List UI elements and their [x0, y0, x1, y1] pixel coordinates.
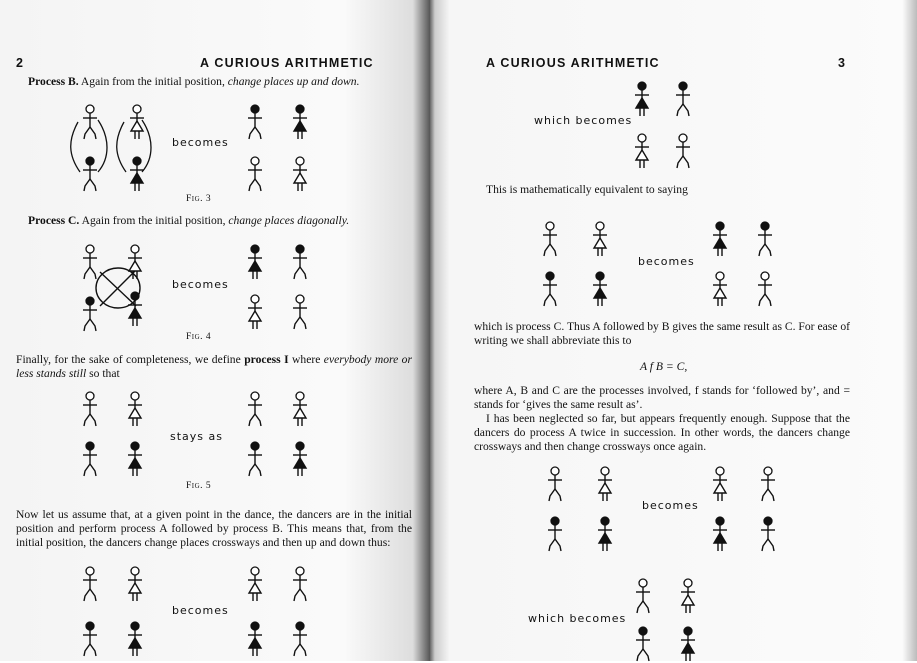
- woman-figure-icon: [593, 465, 617, 503]
- man-figure-icon: [671, 80, 695, 118]
- man-figure-icon: [243, 390, 267, 428]
- woman-figure-icon: [123, 243, 147, 281]
- man-figure-icon: [288, 243, 312, 281]
- man-figure-icon: [78, 155, 102, 193]
- woman-figure-icon: [588, 220, 612, 258]
- man-figure-icon: [543, 515, 567, 553]
- fig-a-word: becomes: [638, 255, 695, 268]
- top-word: which becomes: [534, 114, 633, 127]
- formula: A f B = C,: [640, 360, 688, 373]
- process-b-text: Process B. Again from the initial position, change places up and down.: [28, 75, 360, 88]
- man-figure-icon: [756, 465, 780, 503]
- man-figure-icon: [756, 515, 780, 553]
- man-figure-icon: [671, 132, 695, 170]
- man-figure-icon: [543, 465, 567, 503]
- woman-figure-icon: [123, 620, 147, 658]
- equiv-text: This is mathematically equivalent to saying: [486, 183, 688, 196]
- fig6-word: becomes: [172, 604, 229, 617]
- woman-figure-icon: [676, 625, 700, 663]
- fig-b-word: becomes: [642, 499, 699, 512]
- man-figure-icon: [538, 220, 562, 258]
- man-figure-icon: [288, 565, 312, 603]
- process-c-text: Process C. Again from the initial position, change places diagonally.: [28, 214, 350, 227]
- man-figure-icon: [78, 390, 102, 428]
- woman-figure-icon: [243, 243, 267, 281]
- woman-figure-icon: [708, 515, 732, 553]
- para3: I has been neglected so far, but appears frequently enough. Suppose that the dancers do process A twice in succession. In other words, the dancers change crossways and then change crossways once again.: [474, 412, 850, 453]
- man-figure-icon: [243, 440, 267, 478]
- page-number: 2: [16, 56, 25, 70]
- woman-figure-icon: [243, 620, 267, 658]
- woman-figure-icon: [243, 293, 267, 331]
- woman-figure-icon: [708, 465, 732, 503]
- fig3-word: becomes: [172, 136, 229, 149]
- man-figure-icon: [78, 440, 102, 478]
- bottom-word: which becomes: [528, 612, 627, 625]
- woman-figure-icon: [243, 565, 267, 603]
- woman-figure-icon: [123, 565, 147, 603]
- man-figure-icon: [243, 155, 267, 193]
- woman-figure-icon: [288, 155, 312, 193]
- running-head: A CURIOUS ARITHMETIC: [486, 56, 660, 70]
- man-figure-icon: [243, 103, 267, 141]
- woman-figure-icon: [125, 155, 149, 193]
- woman-figure-icon: [708, 270, 732, 308]
- woman-figure-icon: [288, 103, 312, 141]
- woman-figure-icon: [588, 270, 612, 308]
- process-i-text: Finally, for the sake of completeness, we define process I where everybody more or less stands still so that: [16, 353, 412, 380]
- man-figure-icon: [288, 293, 312, 331]
- man-figure-icon: [78, 243, 102, 281]
- man-figure-icon: [753, 270, 777, 308]
- paragraph: Now let us assume that, at a given point in the dance, the dancers are in the initial position and perform process A followed by process B. This means that, from the initial position, the dancers change places crossways and then up and down thus:: [16, 508, 412, 549]
- woman-figure-icon: [630, 80, 654, 118]
- woman-figure-icon: [593, 515, 617, 553]
- woman-figure-icon: [123, 290, 147, 328]
- para2: where A, B and C are the processes involved, f stands for ‘followed by’, and = stands for ‘gives the same result as’.: [474, 384, 850, 411]
- man-figure-icon: [631, 625, 655, 663]
- man-figure-icon: [78, 103, 102, 141]
- fig3-caption: Fig. 3: [186, 194, 212, 204]
- woman-figure-icon: [708, 220, 732, 258]
- fig4-caption: Fig. 4: [186, 332, 212, 342]
- fig4-word: becomes: [172, 278, 229, 291]
- man-figure-icon: [288, 620, 312, 658]
- woman-figure-icon: [288, 440, 312, 478]
- man-figure-icon: [78, 620, 102, 658]
- left-page: [0, 0, 430, 661]
- para1: which is process C. Thus A followed by B gives the same result as C. For ease of writing we shall abbreviate this to: [474, 320, 850, 347]
- woman-figure-icon: [288, 390, 312, 428]
- man-figure-icon: [631, 577, 655, 615]
- man-figure-icon: [538, 270, 562, 308]
- running-head: A CURIOUS ARITHMETIC: [200, 56, 374, 70]
- woman-figure-icon: [676, 577, 700, 615]
- fig5-caption: Fig. 5: [186, 481, 212, 491]
- man-figure-icon: [753, 220, 777, 258]
- man-figure-icon: [78, 295, 102, 333]
- woman-figure-icon: [125, 103, 149, 141]
- woman-figure-icon: [123, 440, 147, 478]
- woman-figure-icon: [630, 132, 654, 170]
- fig5-word: stays as: [170, 430, 223, 443]
- woman-figure-icon: [123, 390, 147, 428]
- man-figure-icon: [78, 565, 102, 603]
- page-number: 3: [838, 56, 847, 70]
